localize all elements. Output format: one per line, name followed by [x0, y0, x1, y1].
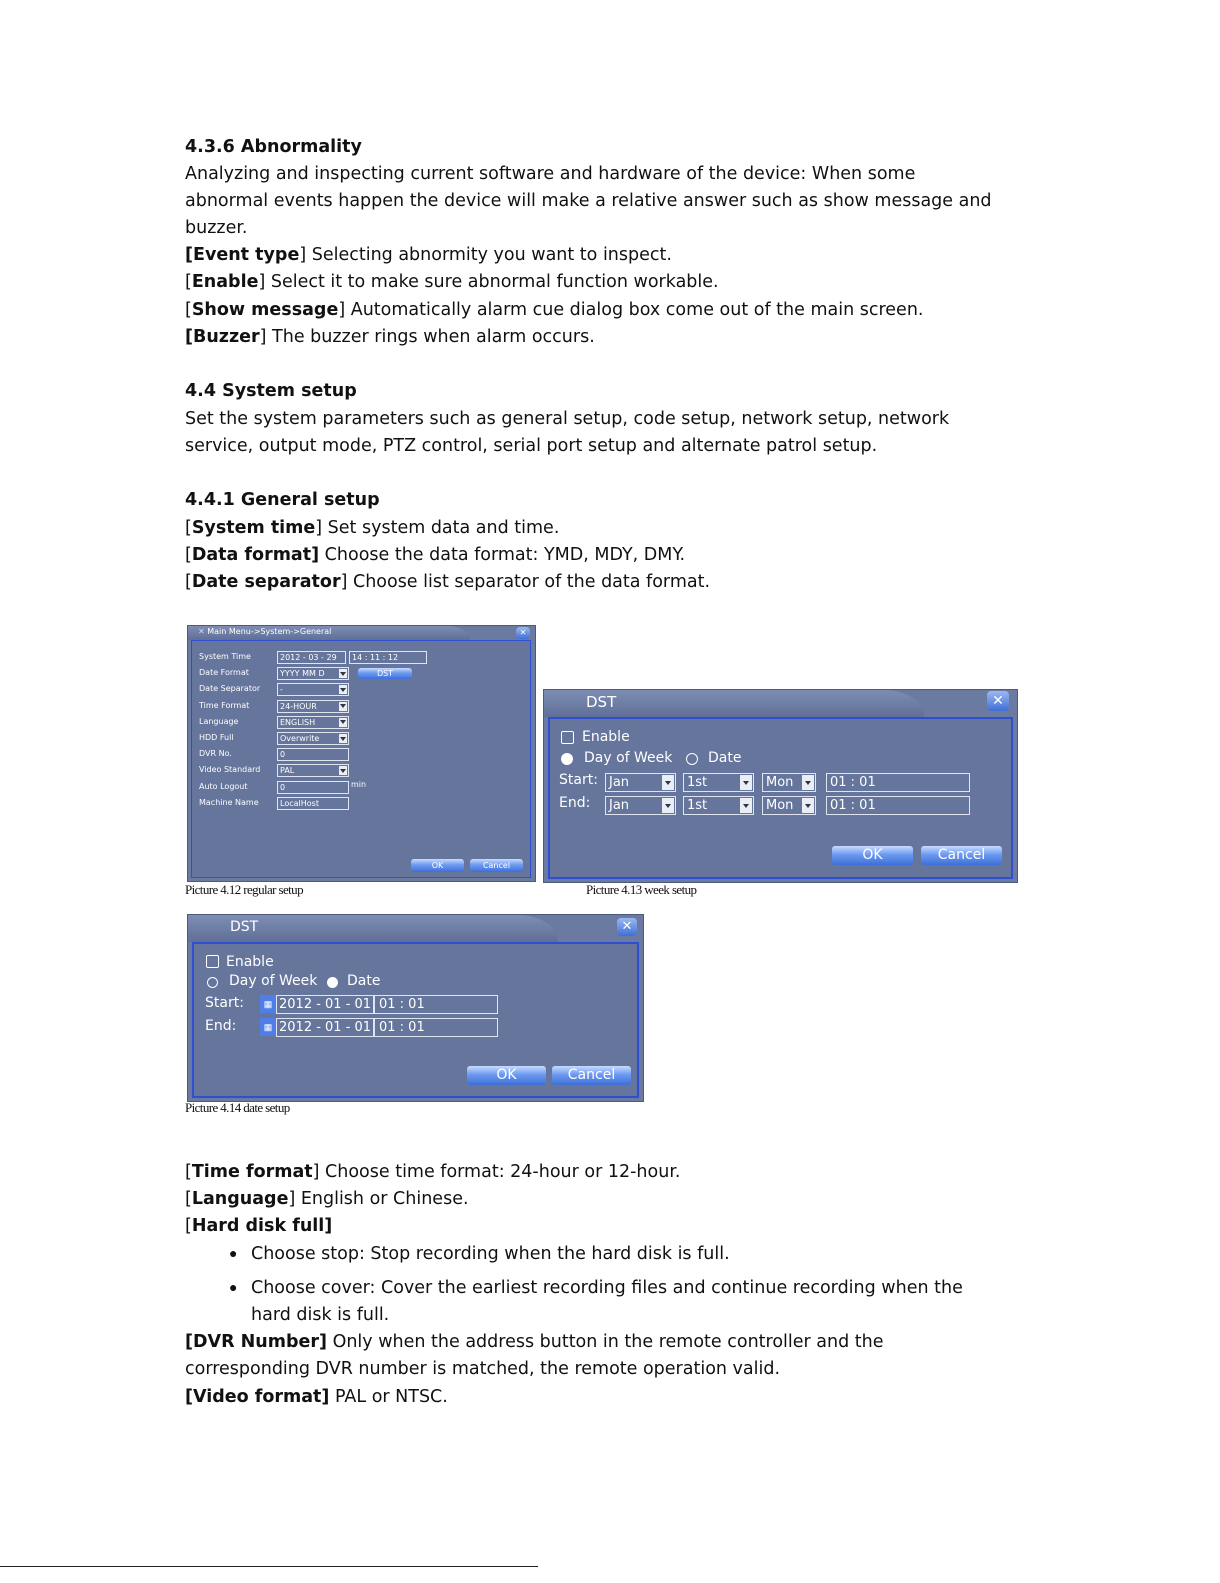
ok-button[interactable]: OK — [832, 846, 913, 865]
start-label: Start: — [205, 995, 244, 1011]
date-separator-line: [Date separator] Choose list separator of the data format. — [185, 572, 711, 592]
general-row-value[interactable] — [277, 683, 349, 696]
general-row-label: Machine Name — [199, 797, 259, 807]
general-row-value-text: YYYY MM D — [280, 669, 325, 679]
general-row-value[interactable] — [277, 716, 349, 729]
enable-label: Enable — [226, 954, 274, 970]
hdd-full-key: Hard disk full] — [191, 1216, 333, 1236]
start-month-select[interactable]: Jan — [605, 773, 676, 792]
date-separator-desc: ] Choose list separator of the data format. — [340, 572, 711, 592]
buzzer-desc: ] The buzzer rings when alarm occurs. — [259, 327, 595, 347]
cancel-button[interactable]: Cancel — [921, 846, 1002, 865]
general-row-value[interactable] — [277, 651, 346, 664]
caption-picture-4-13: Picture 4.13 week setup — [586, 882, 697, 897]
dst-week-dialog — [543, 689, 1018, 883]
dvr-key: [DVR Number] — [185, 1332, 327, 1352]
end-week-select[interactable]: 1st — [683, 796, 754, 815]
start-date-field[interactable]: 2012 - 01 - 01 — [276, 995, 374, 1014]
show-message-desc: ] Automatically alarm cue dialog box come out of the main screen. — [338, 300, 924, 320]
day-of-week-label: Day of Week — [584, 750, 673, 766]
dvr-desc: Only when the address button in the remote controller and the — [327, 1332, 884, 1352]
heading-4-4-1: 4.4.1 General setup — [185, 490, 380, 510]
general-row-label: Language — [199, 716, 239, 726]
general-row-label: HDD Full — [199, 733, 234, 742]
hdd-full-line: [Hard disk full] — [185, 1216, 333, 1236]
close-icon[interactable]: ✕ — [987, 691, 1009, 711]
end-month-select[interactable]: Jan — [605, 796, 676, 815]
caption-picture-4-12: Picture 4.12 regular setup — [185, 882, 303, 897]
enable-desc: ] Select it to make sure abnormal function workable. — [258, 272, 719, 292]
paragraph-line: Set the system parameters such as general setup, code setup, network setup, network — [185, 409, 950, 429]
end-date-field[interactable]: 2012 - 01 - 01 — [276, 1018, 374, 1037]
general-row-label: Auto Logout — [199, 781, 248, 791]
video-format-key: [Video format] — [185, 1387, 330, 1407]
chevron-down-icon[interactable] — [339, 734, 347, 743]
system-time-key: System time — [191, 518, 316, 538]
paragraph-line: buzzer. — [185, 218, 248, 238]
end-time-field[interactable]: 01 : 01 — [826, 796, 970, 815]
time-format-key: Time format — [191, 1162, 313, 1182]
general-row-value[interactable] — [277, 667, 349, 680]
date-radio[interactable] — [686, 753, 698, 765]
bullet-stop: Choose stop: Stop recording when the hard disk is full. — [251, 1244, 730, 1264]
bullet-cover-cont: hard disk is full. — [251, 1305, 390, 1325]
enable-label: Enable — [582, 729, 630, 745]
language-line: [Language] English or Chinese. — [185, 1189, 469, 1209]
buzzer-key: [Buzzer — [185, 327, 260, 347]
chevron-down-icon[interactable] — [339, 669, 347, 678]
dst-button[interactable]: DST — [358, 668, 412, 679]
general-row-value[interactable] — [277, 748, 349, 761]
data-format-desc: Choose the data format: YMD, MDY, DMY. — [319, 545, 686, 565]
general-row-label: Video Standard — [199, 765, 261, 775]
enable-key: Enable — [191, 272, 259, 292]
enable-checkbox[interactable] — [561, 731, 574, 744]
start-week-select[interactable]: 1st — [683, 773, 754, 792]
chevron-down-icon[interactable] — [339, 685, 347, 694]
general-row-value-text: 2012 - 03 - 29 — [280, 653, 337, 662]
event-type-key: [Event type — [185, 245, 300, 265]
general-row-label: Date Format — [199, 668, 249, 678]
general-row-value-text: LocalHost — [280, 798, 319, 808]
day-of-week-radio[interactable] — [561, 753, 573, 765]
dst-date-dialog — [187, 914, 644, 1102]
date-label: Date — [708, 750, 742, 766]
chevron-down-icon[interactable] — [339, 702, 347, 711]
end-label: End: — [205, 1018, 237, 1034]
time-format-desc: ] Choose time format: 24-hour or 12-hour. — [312, 1162, 681, 1182]
general-row-value-text: 24-HOUR — [280, 701, 317, 711]
show-message-line: [Show message] Automatically alarm cue dialog box come out of the main screen. — [185, 300, 924, 320]
start-day-select[interactable]: Mon — [762, 773, 816, 792]
dialog-title: DST — [230, 919, 259, 935]
buzzer-line — [185, 324, 595, 351]
date-separator-key: Date separator — [191, 572, 341, 592]
close-icon[interactable]: ✕ — [516, 627, 530, 639]
ok-button[interactable]: OK — [411, 859, 464, 872]
start-label: Start: — [559, 772, 598, 788]
dialog-title: ✕ Main Menu->System->General — [198, 627, 332, 636]
ok-button[interactable]: OK — [467, 1066, 546, 1085]
bullet-dot: ● — [229, 1279, 238, 1295]
chevron-down-icon[interactable] — [339, 766, 347, 775]
general-row-label: Time Format — [199, 700, 250, 710]
language-desc: ] English or Chinese. — [288, 1189, 469, 1209]
general-row-label: DVR No. — [199, 749, 232, 759]
min-unit-label: min — [351, 780, 367, 789]
show-message-key: Show message — [191, 300, 339, 320]
data-format-line: [Data format] Choose the data format: YMD, MDY, DMY. — [185, 545, 686, 565]
general-row-value-text: - — [280, 685, 283, 695]
dialog-title: DST — [586, 693, 617, 711]
start-time-field[interactable]: 01 : 01 — [374, 995, 498, 1014]
dvr-line — [185, 1329, 884, 1356]
general-row-value[interactable] — [277, 732, 349, 745]
bullet-cover: Choose cover: Cover the earliest recording files and continue recording when the — [251, 1278, 963, 1298]
bullet-dot: ● — [229, 1245, 238, 1261]
date-label: Date — [347, 973, 381, 989]
time-format-line: [Time format] Choose time format: 24-hour or 12-hour. — [185, 1162, 681, 1182]
caption-picture-4-14: Picture 4.14 date setup — [185, 1100, 290, 1115]
paragraph-line: service, output mode, PTZ control, serial port setup and alternate patrol setup. — [185, 436, 878, 456]
heading-4-4: 4.4 System setup — [185, 381, 357, 401]
chevron-down-icon[interactable] — [339, 718, 347, 727]
cancel-button[interactable]: Cancel — [552, 1066, 631, 1085]
day-of-week-radio[interactable] — [207, 977, 218, 988]
general-row-value-text: Overwrite — [280, 734, 320, 743]
general-row-value[interactable] — [277, 781, 349, 794]
general-row-value[interactable] — [277, 700, 349, 713]
end-day-select[interactable]: Mon — [762, 796, 816, 815]
general-row-value-text: 0 — [280, 750, 286, 760]
general-row-value-text: ENGLISH — [280, 717, 316, 727]
general-row-label: Date Separator — [199, 684, 261, 694]
system-time-line: [System time] Set system data and time. — [185, 518, 560, 538]
cancel-button[interactable]: Cancel — [470, 859, 523, 872]
paragraph-line: Analyzing and inspecting current software and hardware of the device: When some — [185, 164, 916, 184]
data-format-key: Data format] — [191, 545, 320, 565]
footer-rule — [0, 1566, 538, 1567]
end-label: End: — [559, 795, 591, 811]
general-row-value-text: 0 — [280, 782, 286, 792]
dvr-line-2: corresponding DVR number is matched, the remote operation valid. — [185, 1359, 781, 1379]
heading-4-3-6: 4.3.6 Abnormality — [185, 137, 362, 157]
general-row-value[interactable] — [277, 797, 349, 810]
paragraph-line: abnormal events happen the device will make a relative answer such as show message and — [185, 191, 992, 211]
date-radio[interactable] — [327, 977, 338, 988]
calendar-icon[interactable]: ▦ — [260, 995, 276, 1013]
video-format-desc: PAL or NTSC. — [329, 1387, 448, 1407]
close-icon[interactable]: ✕ — [617, 918, 637, 936]
enable-checkbox[interactable] — [206, 955, 219, 968]
calendar-icon[interactable]: ▦ — [260, 1018, 276, 1036]
event-type-desc: ] Selecting abnormity you want to inspect. — [299, 245, 672, 265]
enable-line: [Enable] Select it to make sure abnormal function workable. — [185, 272, 719, 292]
end-time-field[interactable]: 01 : 01 — [374, 1018, 498, 1037]
day-of-week-label: Day of Week — [229, 973, 318, 989]
general-setup-dialog — [187, 625, 536, 882]
general-row-value[interactable] — [277, 764, 349, 777]
start-time-field[interactable]: 01 : 01 — [826, 773, 970, 792]
general-row-value-text: PAL — [280, 766, 295, 776]
language-key: Language — [191, 1189, 289, 1209]
system-time-desc: ] Set system data and time. — [315, 518, 560, 538]
general-row-label: System Time — [199, 652, 251, 661]
video-format-line — [185, 1384, 448, 1411]
event-type-line — [185, 242, 672, 269]
menu-x-icon: ✕ — [198, 627, 205, 636]
system-time-clock-field[interactable]: 14 : 11 : 12 — [349, 651, 427, 664]
